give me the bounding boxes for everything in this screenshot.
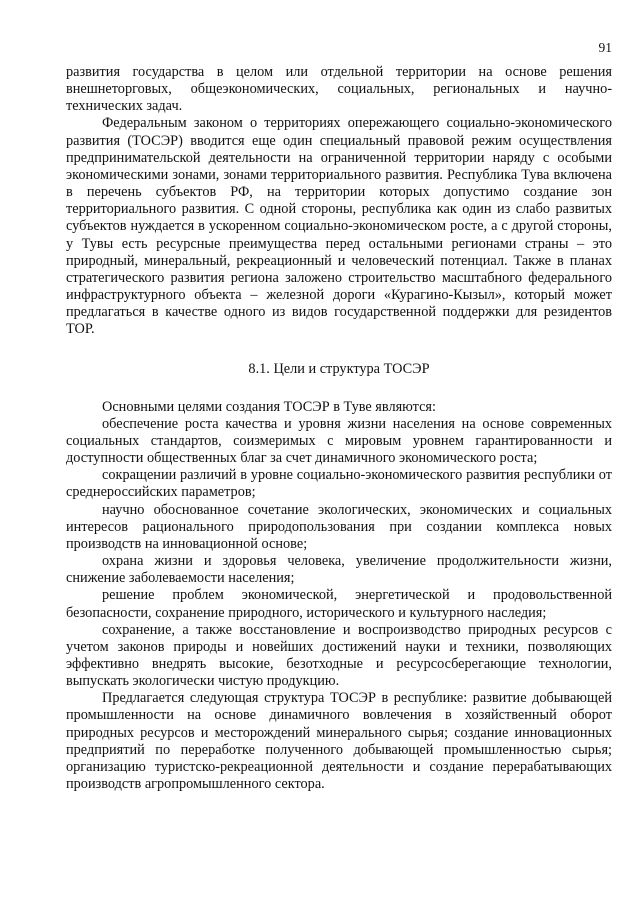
goal-item: сокращении различий в уровне социально-экономического развития республики от среднероссийских параметров; xyxy=(66,467,612,501)
goal-item: сохранение, а также восстановление и воспроизводство природных ресурсов с учетом законов природы и новейших достижений науки и техники, позволяющих эффективно внедрять высокие, безотходные и ресурсосберегающие технологии, выпускать экологически чистую продукцию. xyxy=(66,621,612,690)
goals-intro: Основными целями создания ТОСЭР в Туве являются: xyxy=(102,398,436,415)
goal-item: научно обоснованное сочетание экологических, экономических и социальных интересов рационального природопользования при создании комплекса новых производств на инновационной основе; xyxy=(66,501,612,552)
goal-item: обеспечение роста качества и уровня жизни населения на основе современных социальных стандартов, соизмеримых с мировым уровнем гарантированности и доступности общественных благ за счет динамичного экономического роста; xyxy=(66,415,612,467)
paragraph-federal-law: Федеральным законом о территориях опережающего социально-экономического развития (ТОСЭР) вводится еще один специальный правовой режим осуществления предпринимательской деятельности на ограниченной территории наряду с особыми экономическими зонами, зонами территориального развития. Республика Тува включена в перечень субъектов РФ, на территории которых допустимо создание зон территориального развития. С одной стороны, республика как один из слабо развитых субъектов нуждается в ускоренном социально-экономическом росте, а с другой стороны, у Тувы есть ресурсные преимущества перед остальными регионами страны – это природный, минеральный, рекреационный и человеческий потенциал. Также в планах стратегического развития региона заложено строительство масштабного федерального инфраструктурного объекта – железной дороги «Курагино-Кызыл», который может предлагаться в качестве одного из видов государственной поддержки для резидентов ТОР. xyxy=(66,115,612,338)
structure-paragraph: Предлагается следующая структура ТОСЭР в республике: развитие добывающей промышленности на основе динамичного вовлечения в хозяйственный оборот природных ресурсов и месторождений минерального сырья; создание инновационных предприятий по переработке полученного добывающей промышленностью сырья; организацию туристско-рекреационной деятельности и создание перерабатывающих производств агропромышленного сектора. xyxy=(66,690,612,793)
paragraph-continuation: развития государства в целом или отдельной территории на основе решения внешнеторговых, общеэкономических, социальных, региональных и научно-технических задач. xyxy=(66,64,612,115)
section-heading: 8.1. Цели и структура ТОСЭР xyxy=(248,360,430,377)
goal-item: охрана жизни и здоровья человека, увеличение продолжительности жизни, снижение заболеваемости населения; xyxy=(66,553,612,587)
page-number: 91 xyxy=(598,40,612,55)
page-body xyxy=(66,64,612,793)
goal-item: решение проблем экономической, энергетической и продовольственной безопасности, сохранение природного, исторического и культурного наследия; xyxy=(66,587,612,621)
